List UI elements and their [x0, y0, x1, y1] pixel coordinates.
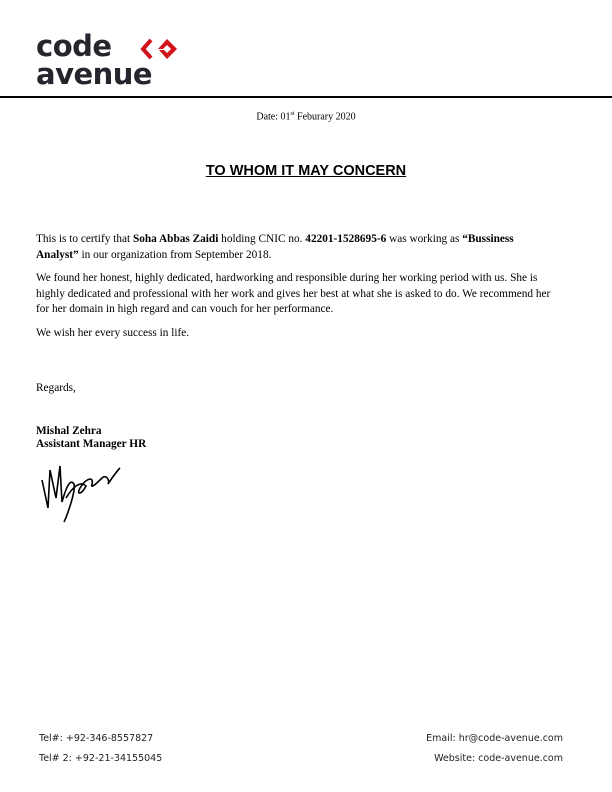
logo-text-code: code [36, 29, 112, 63]
paragraph-recommendation: We found her honest, highly dedicated, hardworking and responsible during her working period with us. She is highly dedicated and professional with her work and gives her best at what she is asked to do. We recommend her for her domain in high regard and can vouch for her performance. [36, 272, 551, 315]
regards: Regards, [36, 382, 76, 394]
footer-website: Website: code-avenue.com [434, 753, 563, 764]
signatory-name: Mishal Zehra [36, 425, 102, 437]
logo-text-avenue: avenue [36, 57, 153, 91]
code-brackets-icon [140, 37, 180, 61]
letter-date: Date: 01st Feburary 2020 [256, 111, 356, 123]
footer-email: Email: hr@code-avenue.com [426, 733, 563, 744]
footer-tel2: Tel# 2: +92-21-34155045 [39, 753, 163, 764]
letter-body [36, 232, 556, 349]
footer-tel1: Tel#: +92-346-8557827 [39, 733, 154, 744]
signatory-title: Assistant Manager HR [36, 438, 147, 450]
header-divider [0, 96, 612, 98]
company-logo [36, 29, 153, 91]
letter-title: TO WHOM IT MAY CONCERN [205, 163, 407, 179]
signatory-block [36, 425, 146, 451]
paragraph-wishes: We wish her every success in life. [36, 326, 190, 339]
paragraph-certification: This is to certify that Soha Abbas Zaidi holding CNIC no. 42201-1528695-6 was working as “Bussiness Analyst” in our organization from September 2018. [36, 233, 514, 261]
handwritten-signature [36, 458, 126, 524]
